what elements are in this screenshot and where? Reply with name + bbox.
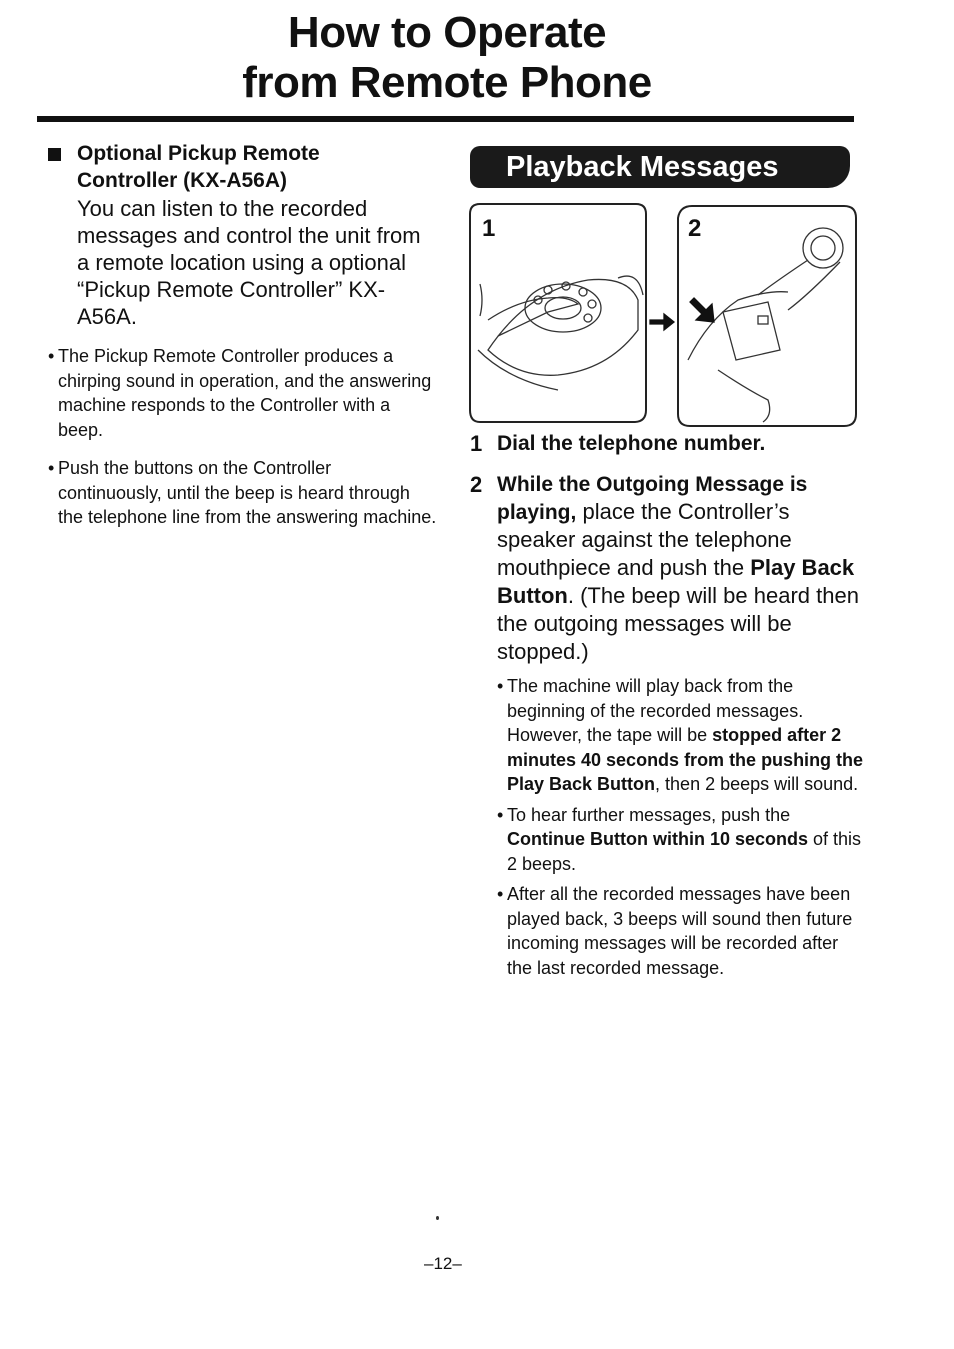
right-bullet-1-b: However, the tape will be <box>507 725 713 745</box>
right-bullets <box>497 674 867 980</box>
step-2-number: 2 <box>470 472 483 497</box>
step-1-text: Dial the telephone number. <box>497 432 766 455</box>
page-title-line2: from Remote Phone <box>242 58 652 107</box>
right-bullet-2-b: Continue Button within 10 seconds <box>507 829 808 849</box>
right-bullet-2-a: To hear further messages, push the <box>507 804 791 825</box>
step-2-text <box>497 471 867 666</box>
title-rule <box>37 116 854 122</box>
step-2-text-c: . (The beep will be heard then the outgoing messages will be stopped.) <box>497 583 859 664</box>
arrow-right-icon <box>650 314 674 330</box>
step-2-bold: Play Back Button <box>497 555 855 608</box>
page-title-line1: How to Operate <box>287 8 607 57</box>
section-heading <box>48 140 438 194</box>
illustration <box>468 200 858 430</box>
right-bullet-1-a: The machine will play back from the beginning of the recorded messages. <box>507 676 804 721</box>
left-bullet-1-text: The Pickup Remote Controller produces a chirping sound in operation, and the answering machine responds to the Controller with a beep. <box>58 346 432 440</box>
left-bullet-2 <box>48 456 438 530</box>
left-bullet-1 <box>48 344 438 442</box>
section-title: Optional Pickup Remote Controller (KX-A56A) <box>77 142 320 192</box>
panel-1-frame <box>470 204 646 422</box>
page-number: –12– <box>424 1254 462 1273</box>
bullet-dot-icon: • <box>497 884 504 904</box>
handset-icon <box>758 228 843 310</box>
step-2-text-a: place the Controller’s speaker against the telephone mouthpiece and push the <box>497 499 792 580</box>
steps <box>470 430 870 986</box>
step-1-number: 1 <box>470 431 483 456</box>
step-2 <box>470 471 870 666</box>
controller-in-hand-icon <box>688 292 788 422</box>
bullet-dot-icon: • <box>48 346 55 366</box>
page-title <box>0 8 894 108</box>
figure-label-2: 2 <box>688 215 702 242</box>
right-bullet-1-d: , then 2 beeps will sound. <box>655 774 859 794</box>
bullet-dot-icon: • <box>48 458 55 478</box>
left-column <box>48 140 438 530</box>
left-bullet-2-text: Push the buttons on the Controller continuously, until the beep is heard through the telephone line from the answering machine. <box>58 458 437 527</box>
figure-label-1: 1 <box>482 215 496 242</box>
square-bullet-icon <box>48 148 61 161</box>
bullet-dot-icon: • <box>497 804 504 825</box>
print-speck <box>436 1216 439 1220</box>
step-2-lead: While the Outgoing Message is playing, <box>497 473 808 524</box>
banner-text: Playback Messages <box>506 151 779 183</box>
right-bullet-1-c: stopped after 2 minutes 40 seconds from the pushing the Play Back Button <box>507 725 864 794</box>
section-body: You can listen to the recorded messages and control the unit from a remote location using a optional “Pickup Remote Controller” KX-A56A. <box>77 196 421 329</box>
right-bullet-1 <box>497 674 867 797</box>
right-bullet-2 <box>497 803 867 877</box>
step-1 <box>470 430 870 457</box>
right-bullet-2-c: of this 2 beeps. <box>507 829 862 874</box>
right-bullet-3-text: After all the recorded messages have been played back, 3 beeps will sound then future incoming messages will be recorded after the last recorded message. <box>507 884 853 978</box>
bullet-dot-icon: • <box>497 676 504 696</box>
rotary-phone-icon <box>480 276 643 375</box>
right-bullet-3 <box>497 882 867 980</box>
playback-banner <box>470 146 850 188</box>
